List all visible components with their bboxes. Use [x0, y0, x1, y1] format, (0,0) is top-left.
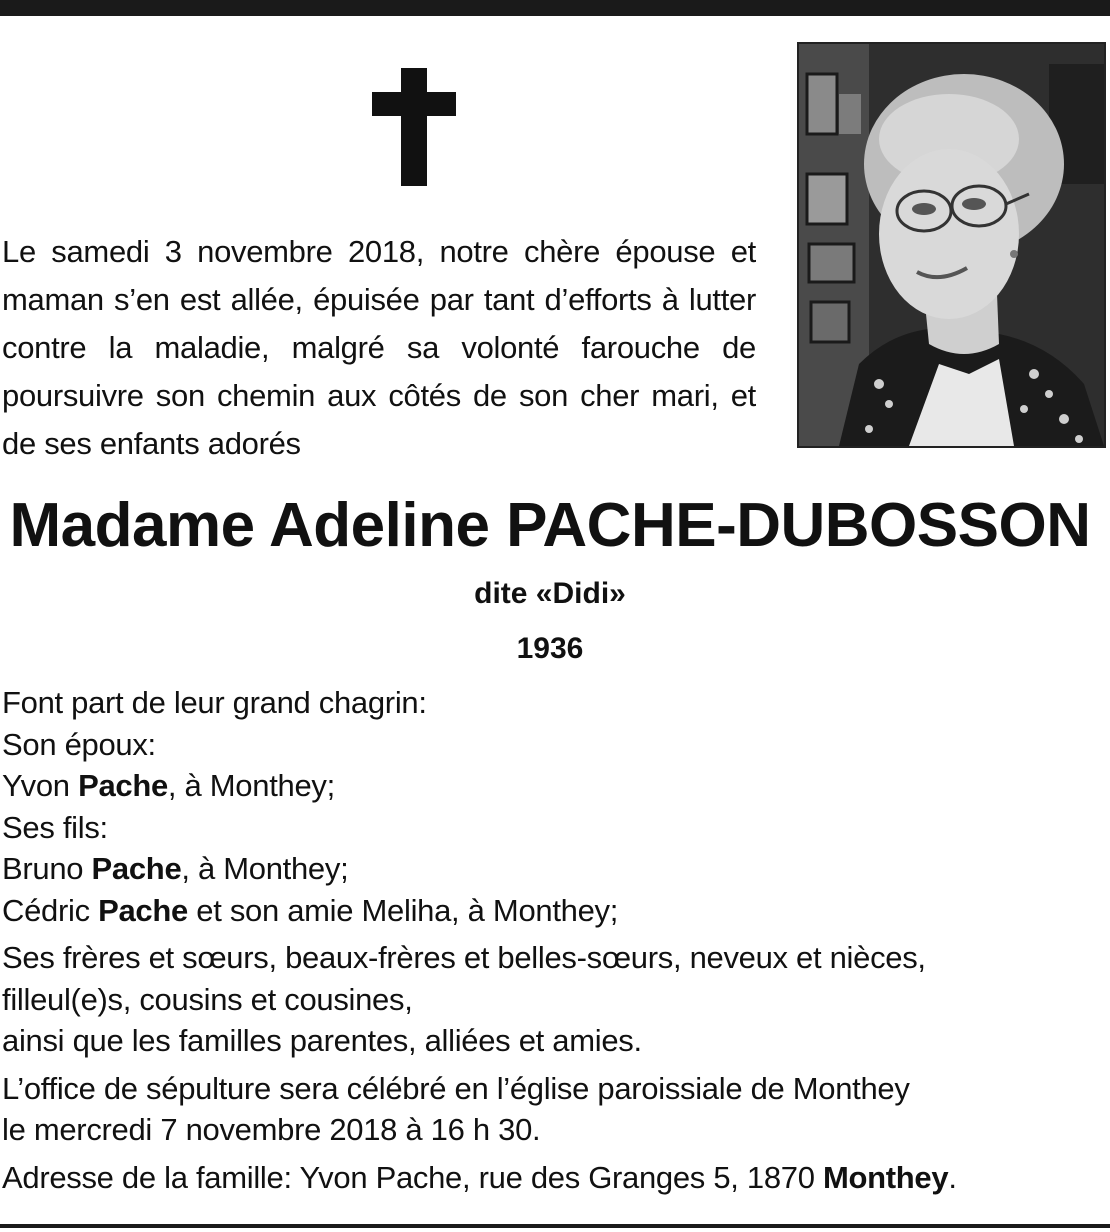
deceased-nickname: dite «Didi» [474, 577, 626, 610]
intro-paragraph: Le samedi 3 novembre 2018, notre chère épouse et maman s’en est allée, épuisée par tant d’efforts à lutter contre la maladie, malgré sa volonté farouche de poursuivre son chemin aux côtés de son cher mari, et de ses enfants adorés [2, 234, 756, 461]
service-line: le mercredi 7 novembre 2018 à 16 h 30. [2, 1112, 541, 1147]
deceased-name: Madame Adeline PACHE-DUBOSSON [9, 491, 1091, 560]
portrait-photo [797, 42, 1106, 448]
relatives-line: ainsi que les familles parentes, alliées et amies. [2, 1023, 642, 1058]
announcement-body [2, 682, 1102, 1198]
son-line: Bruno Pache, à Monthey; [2, 851, 349, 886]
spouse-heading: Son époux: [2, 726, 156, 762]
bottom-border-rule [0, 1224, 1110, 1228]
family-address: Adresse de la famille: Yvon Pache, rue des Granges 5, 1870 Monthey. [2, 1159, 957, 1195]
service-line: L’office de sépulture sera célébré en l’église paroissiale de Monthey [2, 1070, 910, 1106]
sons-heading: Ses fils: [2, 809, 108, 845]
spouse-line: Yvon Pache, à Monthey; [2, 768, 335, 803]
son-line: Cédric Pache et son amie Meliha, à Monthey; [2, 892, 619, 928]
top-border-rule [0, 0, 1110, 16]
relatives-line: filleul(e)s, cousins et cousines, [2, 981, 413, 1017]
cross-icon [372, 68, 456, 186]
opening-line: Font part de leur grand chagrin: [2, 685, 427, 720]
birth-year: 1936 [516, 632, 584, 665]
relatives-line: Ses frères et sœurs, beaux-frères et belles-sœurs, neveux et nièces, [2, 940, 926, 975]
